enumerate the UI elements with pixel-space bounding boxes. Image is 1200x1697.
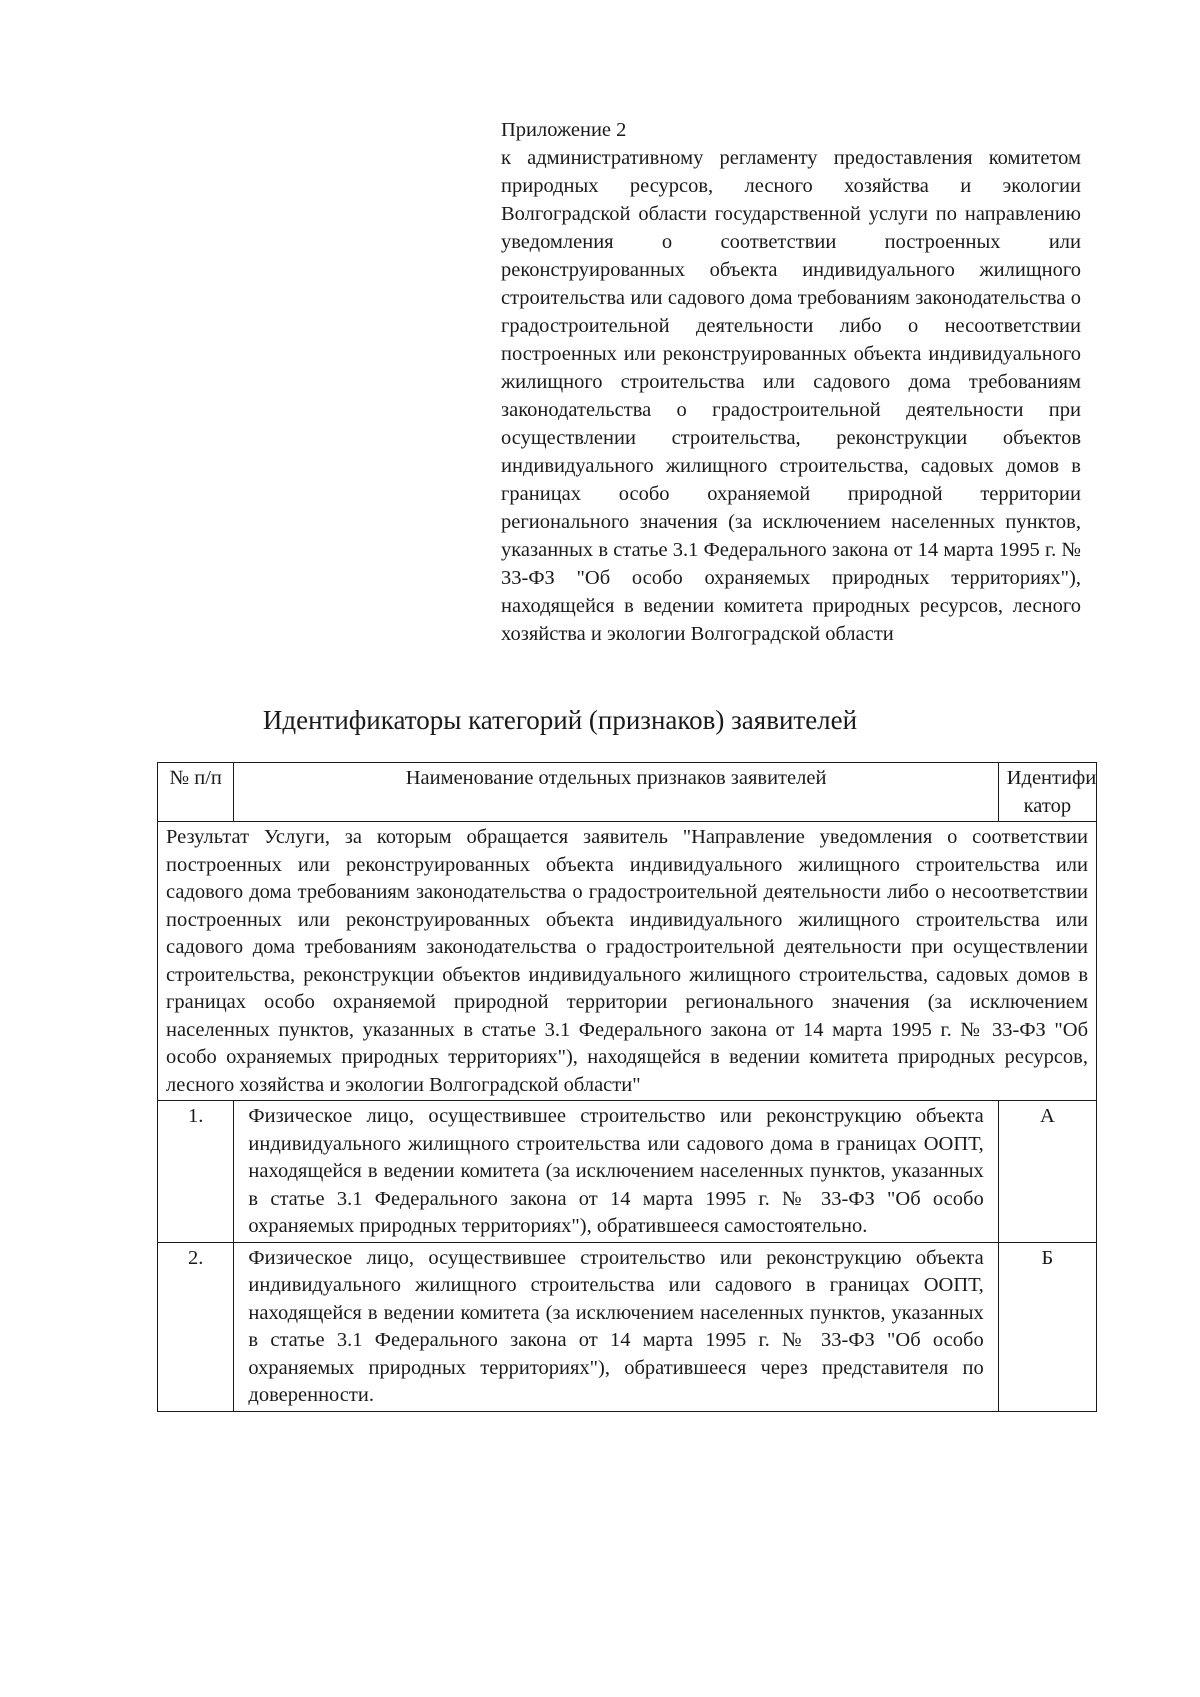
header-identifier: Идентифи катор: [998, 763, 1096, 822]
appendix-title: Приложение 2: [501, 119, 627, 141]
header-number: № п/п: [158, 763, 234, 822]
row-number: 1.: [158, 1101, 234, 1243]
appendix-block: [501, 116, 1081, 648]
table-header-row: [158, 763, 1097, 822]
table-section-row: [158, 822, 1097, 1101]
row-identifier: Б: [998, 1242, 1096, 1411]
row-name: Физическое лицо, осуществившее строительство или реконструкцию объекта индивидуального жилищного строительства или садового дома в границах ООПТ, находящейся в ведении комитета (за исключением населенных пунктов, указанных в статье 3.1 Федерального закона от 14 марта 1995 г. № 33-ФЗ "Об особо охраняемых природных территориях"), обратившееся самостоятельно.: [234, 1101, 998, 1243]
row-number: 2.: [158, 1242, 234, 1411]
row-name: Физическое лицо, осуществившее строительство или реконструкцию объекта индивидуального жилищного строительства или садового в границах ООПТ, находящейся в ведении комитета (за исключением населенных пунктов, указанных в статье 3.1 Федерального закона от 14 марта 1995 г. № 33-ФЗ "Об особо охраняемых природных территориях"), обратившееся через представителя по доверенности.: [234, 1242, 998, 1411]
header-name: Наименование отдельных признаков заявителей: [234, 763, 998, 822]
table-row: [158, 1242, 1097, 1411]
appendix-text: к административному регламенту предоставления комитетом природных ресурсов, лесного хозяйства и экологии Волгоградской области государственной услуги по направлению уведомления о соответствии построенных или реконструированных объекта индивидуального жилищного строительства или садового дома требованиям законодательства о градостроительной деятельности либо о несоответствии построенных или реконструированных объекта индивидуального жилищного строительства или садового дома требованиям законодательства о градостроительной деятельности при осуществлении строительства, реконструкции объектов индивидуального жилищного строительства, садовых домов в границах особо охраняемой природной территории регионального значения (за исключением населенных пунктов, указанных в статье 3.1 Федерального закона от 14 марта 1995 г. № 33-ФЗ "Об особо охраняемых природных территориях"), находящейся в ведении комитета природных ресурсов, лесного хозяйства и экологии Волгоградской области: [501, 147, 1081, 645]
table-row: [158, 1101, 1097, 1243]
document-title: Идентификаторы категорий (признаков) заявителей: [262, 705, 858, 735]
identifiers-table: [157, 762, 1097, 1412]
section-text: Результат Услуги, за которым обращается заявитель "Направление уведомления о соответствии построенных или реконструированных объекта индивидуального жилищного строительства или садового дома требованиям законодательства о градостроительной деятельности либо о несоответствии построенных или реконструированных объекта индивидуального жилищного строительства или садового дома требованиям законодательства о градостроительной деятельности при осуществлении строительства, реконструкции объектов индивидуального жилищного строительства, садовых домов в границах особо охраняемой природной территории регионального значения (за исключением населенных пунктов, указанных в статье 3.1 Федерального закона от 14 марта 1995 г. № 33-ФЗ "Об особо охраняемых природных территориях"), находящейся в ведении комитета природных ресурсов, лесного хозяйства и экологии Волгоградской области": [158, 822, 1097, 1101]
row-identifier: А: [998, 1101, 1096, 1243]
